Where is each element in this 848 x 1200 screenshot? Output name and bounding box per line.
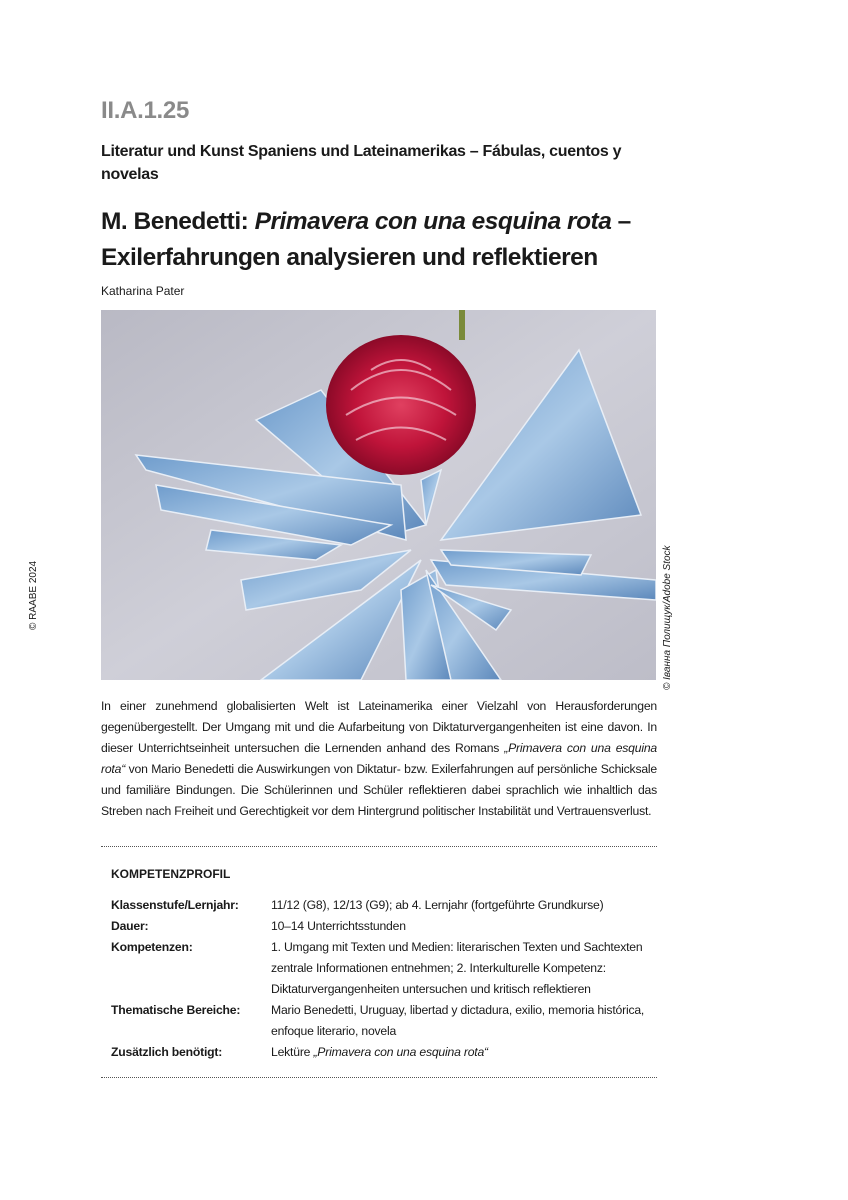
red-flower bbox=[326, 335, 476, 475]
intro-text: von Mario Benedetti die Auswirkungen von Diktatur- bzw. Exilerfahrungen auf persönliche Schicksale und familiäre Bindungen. Die Schülerinnen und Schüler reflektieren dabei sprachlich wie inhaltlich das Streben nach Freiheit und Gerechtigkeit vor dem Hintergrund politischer Instabilität und Vertrauensverlust. bbox=[101, 762, 657, 818]
author: Katharina Pater bbox=[101, 284, 185, 298]
profile-row bbox=[111, 1042, 657, 1063]
row-label: Kompetenzen: bbox=[111, 940, 193, 954]
title-author: M. Benedetti: bbox=[101, 208, 255, 235]
kompetenzprofil-table bbox=[111, 895, 657, 1063]
intro-paragraph bbox=[101, 696, 657, 822]
photo-credit: © Іванна Полищук/Adobe Stock bbox=[662, 545, 673, 690]
value-prefix: Lektüre bbox=[271, 1045, 314, 1059]
series-title: Literatur und Kunst Spaniens und Lateinamerikas – Fábulas, cuentos y novelas bbox=[101, 143, 622, 183]
divider bbox=[101, 1077, 657, 1078]
profile-row bbox=[111, 937, 657, 1000]
title-line2: Exilerfahrungen analysieren und reflektieren bbox=[101, 244, 598, 271]
page-title bbox=[101, 204, 657, 276]
title-work: Primavera con una esquina rota bbox=[254, 208, 612, 235]
row-value: 1. Umgang mit Texten und Medien: literarischen Texten und Sachtexten zentrale Informationen entnehmen; 2. Interkulturelle Kompetenz: Diktaturvergangenheiten untersuchen und kritisch reflektieren bbox=[271, 940, 643, 996]
divider bbox=[101, 846, 657, 847]
cover-photo bbox=[101, 310, 656, 680]
row-value bbox=[271, 1042, 657, 1063]
profile-row bbox=[111, 895, 657, 916]
title-dash: – bbox=[611, 208, 631, 235]
page-column bbox=[101, 96, 657, 1078]
kompetenzprofil-heading: KOMPETENZPROFIL bbox=[111, 867, 231, 881]
row-label: Klassenstufe/Lernjahr: bbox=[111, 898, 239, 912]
row-label: Thematische Bereiche: bbox=[111, 1003, 241, 1017]
row-label: Dauer: bbox=[111, 919, 149, 933]
unit-code: II.A.1.25 bbox=[101, 97, 190, 124]
row-label: Zusätzlich benötigt: bbox=[111, 1045, 223, 1059]
row-value: 10–14 Unterrichtsstunden bbox=[271, 919, 406, 933]
book-title: „Primavera con una esquina rota“ bbox=[313, 1045, 488, 1059]
profile-row bbox=[111, 916, 657, 937]
profile-row bbox=[111, 1000, 657, 1042]
row-value: 11/12 (G8), 12/13 (G9); ab 4. Lernjahr (fortgeführte Grundkurse) bbox=[271, 898, 604, 912]
intro-book-title: „Primavera con una esquina rota“ bbox=[101, 741, 657, 776]
intro-text: In einer zunehmend globalisierten Welt ist Lateinamerika einer Vielzahl von Herausforderungen gegenübergestellt. Der Umgang mit und die Aufarbeitung von Diktaturvergangenheiten ist eine davon. In dieser Unterrichtseinheit untersuchen die Lernenden anhand des Romans bbox=[101, 699, 657, 755]
copyright-note: © RAABE 2024 bbox=[28, 560, 39, 630]
row-value: Mario Benedetti, Uruguay, libertad y dictadura, exilio, memoria histórica, enfoque literario, novela bbox=[271, 1003, 645, 1038]
